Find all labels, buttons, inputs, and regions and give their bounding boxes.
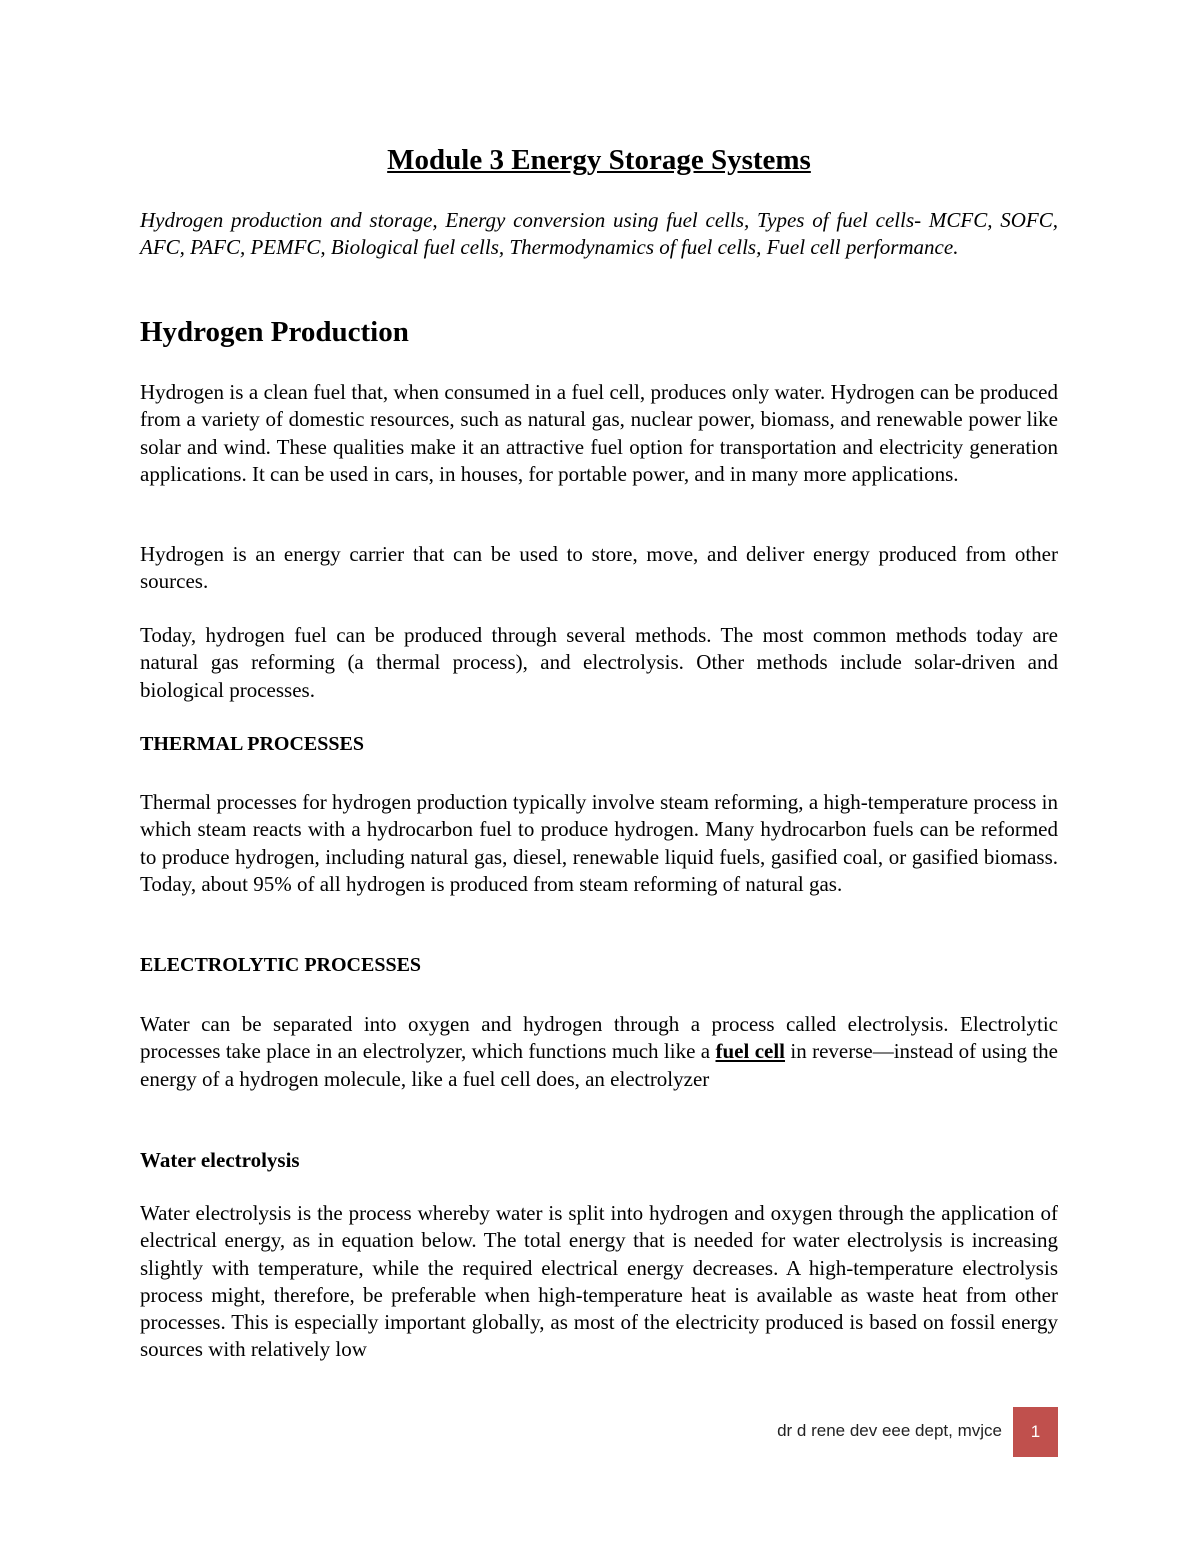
paragraph-text: in reverse—instead of using the energy of a hydrogen molecule, like a fuel cell does, an electrolyzer — [140, 1039, 1058, 1091]
paragraph-water-electrolysis: Water electrolysis is the process whereby water is split into hydrogen and oxygen through the application of electrical energy, as in equation below. The total energy that is needed for water electrolysis is increasing slightly with temperature, while the required electrical energy decreases. A high-temperature electrolysis process might, therefore, be preferable when high-temperature heat is available as waste heat from other processes. This is especially important globally, as most of the electricity produced is based on fossil energy sources with relatively low — [140, 1201, 1058, 1362]
heading-electrolytic-processes: ELECTROLYTIC PROCESSES — [140, 954, 422, 976]
document-title: Module 3 Energy Storage Systems — [387, 144, 811, 176]
page-number-badge: 1 — [1013, 1407, 1058, 1457]
page-footer — [660, 1407, 1058, 1457]
footer-author: dr d rene dev eee dept, mvjce — [777, 1421, 1002, 1440]
fuel-cell-link[interactable]: fuel cell — [715, 1039, 786, 1064]
module-abstract: Hydrogen production and storage, Energy conversion using fuel cells, Types of fuel cells- MCFC, SOFC, AFC, PAFC, PEMFC, Biological fuel cells, Thermodynamics of fuel cells, Fuel cell performance. — [140, 208, 1058, 259]
heading-water-electrolysis: Water electrolysis — [140, 1148, 300, 1172]
paragraph-electrolytic-processes — [140, 1011, 1058, 1093]
paragraph-energy-carrier: Hydrogen is an energy carrier that can be used to store, move, and deliver energy produced from other sources. — [140, 542, 1058, 594]
heading-thermal-processes: THERMAL PROCESSES — [140, 733, 364, 755]
paragraph-production-methods: Today, hydrogen fuel can be produced through several methods. The most common methods today are natural gas reforming (a thermal process), and electrolysis. Other methods include solar-driven and biological processes. — [140, 623, 1058, 702]
paragraph-text: Water can be separated into oxygen and hydrogen through a process called electrolysis. Electrolytic processes take place in an electrolyzer, which functions much like a — [140, 1012, 1058, 1064]
paragraph-hydrogen-clean-fuel: Hydrogen is a clean fuel that, when consumed in a fuel cell, produces only water. Hydrogen can be produced from a variety of domestic resources, such as natural gas, nuclear power, biomass, and renewable power like solar and wind. These qualities make it an attractive fuel option for transportation and electricity generation applications. It can be used in cars, in houses, for portable power, and in many more applications. — [140, 380, 1058, 486]
section-heading-hydrogen-production: Hydrogen Production — [140, 316, 409, 348]
paragraph-thermal-processes: Thermal processes for hydrogen production typically involve steam reforming, a high-temperature process in which steam reacts with a hydrocarbon fuel to produce hydrogen. Many hydrocarbon fuels can be reformed to produce hydrogen, including natural gas, diesel, renewable liquid fuels, gasified coal, or gasified biomass. Today, about 95% of all hydrogen is produced from steam reforming of natural gas. — [140, 790, 1058, 896]
